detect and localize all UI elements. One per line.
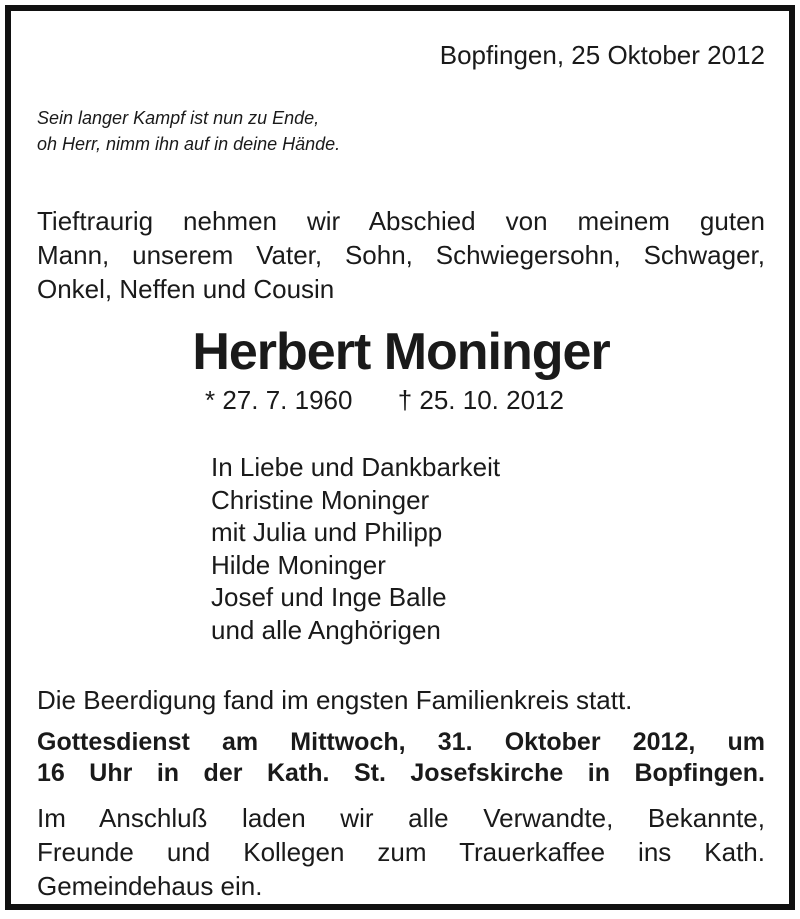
mourners-list [211, 451, 500, 646]
mourner-line: und alle Anghörigen [211, 614, 441, 645]
intro-line: Onkel, Neffen und Cousin [37, 274, 335, 304]
mourner-line: mit Julia und Philipp [211, 517, 443, 547]
mourner-line: Hilde Moninger [211, 549, 386, 580]
intro-line: Tieftraurig nehmen wir Abschied von meinem guten [37, 206, 765, 236]
service-line: Gottesdienst am Mittwoch, 31. Oktober 2012, um [37, 728, 765, 756]
burial-notice: Die Beerdigung fand im engsten Familienkreis statt. [37, 685, 633, 715]
intro-text [37, 204, 765, 306]
life-dates [205, 383, 564, 417]
mourner-line: Josef und Inge Balle [211, 582, 447, 612]
obituary-content [37, 11, 765, 904]
birth-date: * 27. 7. 1960 [205, 385, 353, 415]
verse [37, 105, 340, 157]
service-line: 16 Uhr in der Kath. St. Josefskirche in Bopfingen. [37, 759, 765, 787]
deceased-name: Herbert Moninger [192, 323, 610, 381]
intro-line: Mann, unserem Vater, Sohn, Schwiegersohn, Schwager, [37, 240, 765, 270]
invite-line: Freunde und Kollegen zum Trauerkaffee ins Kath. [37, 837, 765, 867]
mourner-line: In Liebe und Dankbarkeit [211, 452, 501, 482]
verse-line: oh Herr, nimm ihn auf in deine Hände. [37, 134, 341, 154]
invite-line: Im Anschluß laden wir alle Verwandte, Bekannte, [37, 803, 765, 833]
place-date: Bopfingen, 25 Oktober 2012 [439, 40, 765, 70]
service-info [37, 727, 765, 789]
death-date: † 25. 10. 2012 [397, 385, 564, 415]
verse-line: Sein langer Kampf ist nun zu Ende, [37, 108, 320, 128]
invitation-text [37, 801, 765, 903]
obituary-frame [5, 5, 795, 910]
mourner-line: Christine Moninger [211, 484, 430, 515]
invite-line: Gemeindehaus ein. [37, 871, 263, 901]
